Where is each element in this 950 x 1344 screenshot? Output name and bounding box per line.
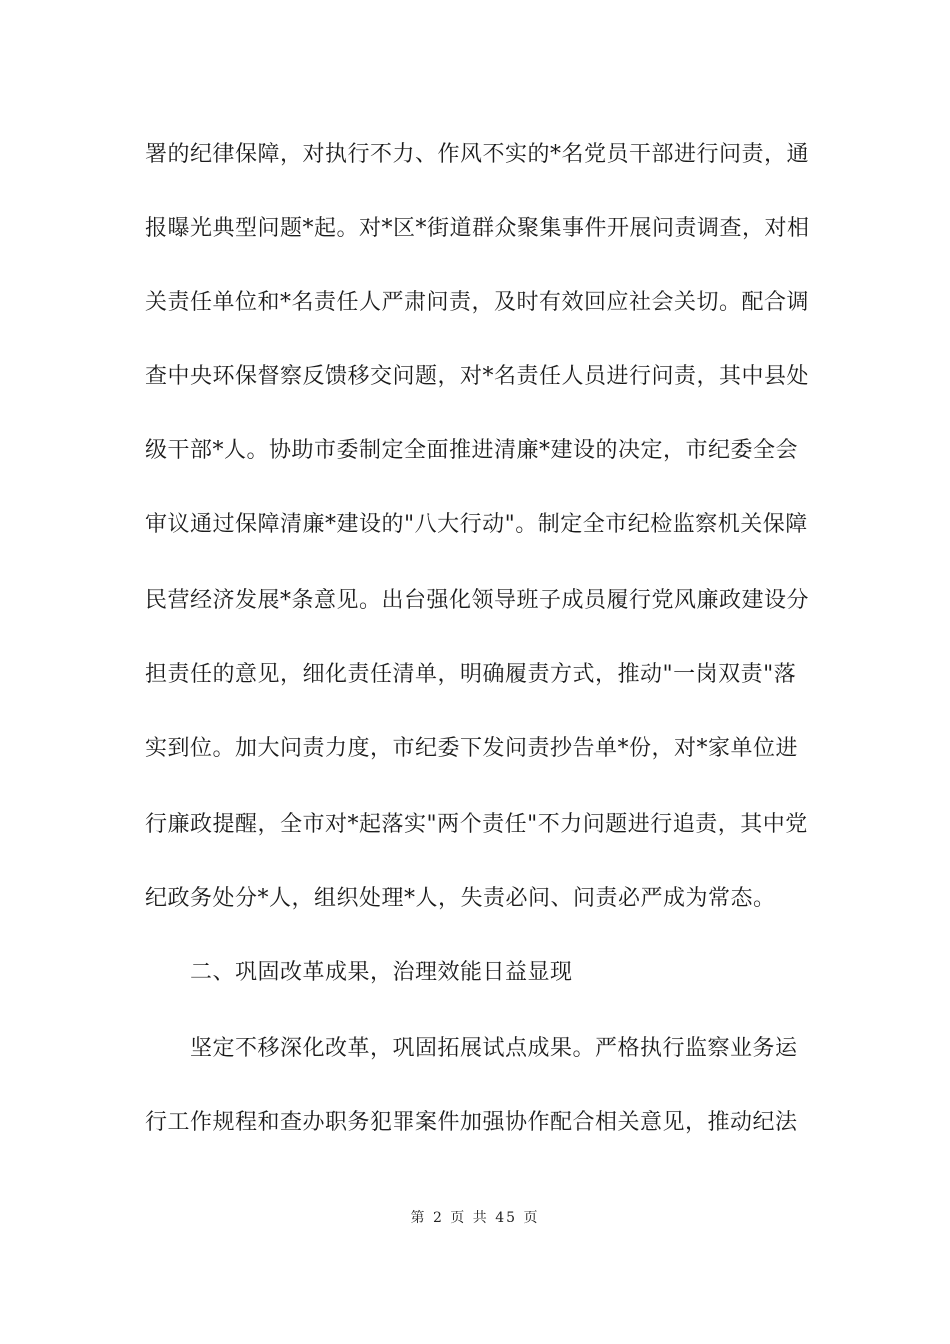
- body-line-5: 级干部*人。协助市委制定全面推进清廉*建设的决定，市纪委全会: [145, 438, 799, 463]
- body-line-3: 关责任单位和*名责任人严肃问责，及时有效回应社会关切。配合调: [145, 290, 810, 315]
- page-number-footer: 第 2 页 共 45 页: [410, 1210, 540, 1226]
- body-line-9: 实到位。加大问责力度，市纪委下发问责抄告单*份，对*家单位进: [145, 736, 799, 761]
- body-line-4: 查中央环保督察反馈移交问题，对*名责任人员进行问责，其中县处: [145, 364, 810, 389]
- body-line-10: 行廉政提醒，全市对*起落实"两个责任"不力问题进行追责，其中党: [145, 812, 808, 837]
- body-line-6: 审议通过保障清廉*建设的"八大行动"。制定全市纪检监察机关保障: [145, 512, 808, 537]
- paragraph2-line-1: 坚定不移深化改革，巩固拓展试点成果。严格执行监察业务运: [190, 1036, 798, 1061]
- body-line-2: 报曝光典型问题*起。对*区*街道群众聚集事件开展问责调查，对相: [145, 216, 810, 241]
- body-line-7: 民营经济发展*条意见。出台强化领导班子成员履行党风廉政建设分: [145, 588, 810, 613]
- body-line-8: 担责任的意见，细化责任清单，明确履责方式，推动"一岗双责"落: [145, 662, 797, 687]
- section-heading: 二、巩固改革成果，治理效能日益显现: [190, 960, 573, 985]
- paragraph2-line-2: 行工作规程和查办职务犯罪案件加强协作配合相关意见，推动纪法: [145, 1110, 798, 1135]
- body-line-1: 署的纪律保障，对执行不力、作风不实的*名党员干部进行问责，通: [145, 142, 810, 167]
- body-line-11: 纪政务处分*人，组织处理*人，失责必问、问责必严成为常态。: [145, 886, 776, 911]
